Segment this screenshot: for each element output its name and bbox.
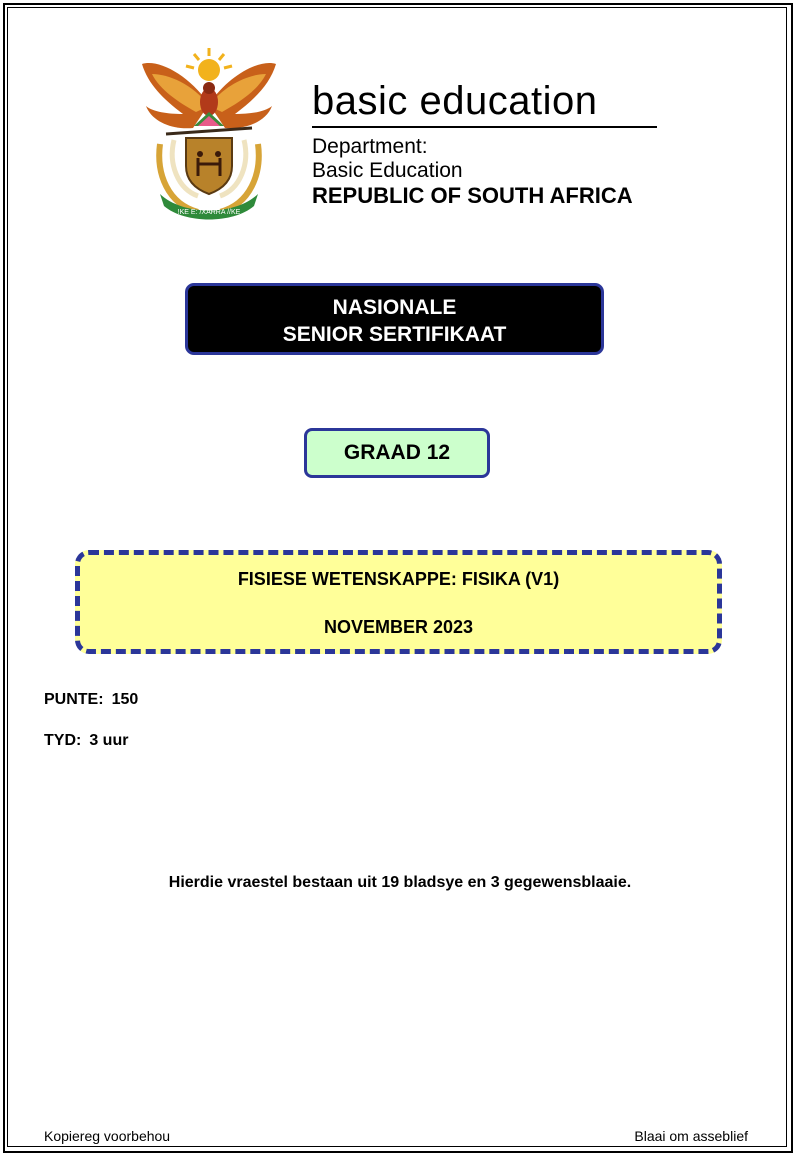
exam-session: NOVEMBER 2023: [323, 617, 474, 637]
time-value: 3 uur: [89, 732, 129, 749]
subject-title: FISIESE WETENSKAPPE: FISIKA (V1): [237, 569, 560, 589]
department-name: Basic Education: [312, 159, 463, 182]
certificate-line-2: SENIOR SERTIFIKAAT: [282, 323, 507, 346]
subject-box: [75, 550, 722, 654]
turn-page-footer: Blaai om asseblief: [634, 1128, 748, 1144]
coat-of-arms-icon: [138, 44, 280, 220]
time-line: [44, 732, 128, 750]
time-label: TYD:: [44, 732, 82, 749]
brand-title: basic education: [312, 79, 598, 123]
page-count-notice: Hierdie vraestel bestaan uit 19 bladsye en 3 gegewensblaaie.: [168, 874, 632, 891]
marks-line: [44, 691, 138, 709]
grade-badge: GRAAD 12: [304, 428, 490, 478]
department-label: Department:: [312, 135, 428, 158]
marks-value: 150: [111, 691, 139, 708]
certificate-banner: [185, 283, 604, 355]
brand-divider: [312, 126, 657, 128]
copyright-footer: Kopiereg voorbehou: [44, 1128, 171, 1144]
svg-text:!KE E: /XARRA //KE: !KE E: /XARRA //KE: [177, 209, 241, 216]
marks-label: PUNTE:: [44, 691, 104, 708]
certificate-line-1: NASIONALE: [332, 296, 457, 319]
country-name: REPUBLIC OF SOUTH AFRICA: [312, 183, 633, 208]
